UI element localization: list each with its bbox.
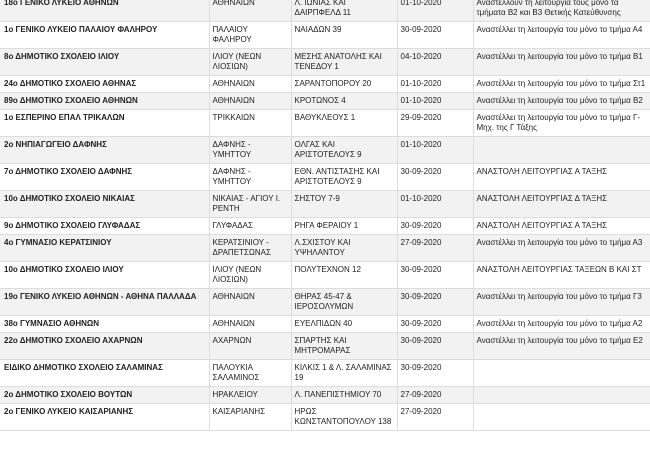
address-cell: ΣΑΡΑΝΤΟΠΟΡΟΥ 20 [291,76,397,93]
municipality-cell: ΗΡΑΚΛΕΙΟΥ [209,387,291,404]
municipality-cell: ΑΘΗΝΑΙΩΝ [209,316,291,333]
note-cell: Αναστέλλει τη λειτουργία του μόνο το τμήμα Α3 [473,235,650,262]
date-cell: 30-09-2020 [397,289,473,316]
municipality-cell: ΚΕΡΑΤΣΙΝΙΟΥ - ΔΡΑΠΕΤΣΩΝΑΣ [209,235,291,262]
school-name-cell: 10ο ΔΗΜΟΤΙΚΟ ΣΧΟΛΕΙΟ ΝΙΚΑΙΑΣ [0,191,209,218]
address-cell: ΕΥΕΛΠΙΔΩΝ 40 [291,316,397,333]
table-row [0,289,650,316]
table-row [0,235,650,262]
note-cell: Αναστέλλει τη λειτουργία του μόνο το τμήμα Γ3 [473,289,650,316]
school-name-cell: 8ο ΔΗΜΟΤΙΚΟ ΣΧΟΛΕΙΟ ΙΛΙΟΥ [0,49,209,76]
date-cell: 27-09-2020 [397,404,473,431]
municipality-cell: ΙΛΙΟΥ (ΝΕΩΝ ΛΙΟΣΙΩΝ) [209,49,291,76]
note-cell: Αναστέλλει τη λειτουργία του μόνο το τμήμα Α4 [473,22,650,49]
municipality-cell: ΠΑΛΑΙΟΥ ΦΑΛΗΡΟΥ [209,22,291,49]
table-row [0,93,650,110]
municipality-cell: ΓΛΥΦΑΔΑΣ [209,218,291,235]
table-row [0,262,650,289]
table-row [0,76,650,93]
municipality-cell: ΑΘΗΝΑΙΩΝ [209,76,291,93]
note-cell [473,404,650,431]
table-row [0,110,650,137]
municipality-cell: ΚΑΙΣΑΡΙΑΝΗΣ [209,404,291,431]
school-name-cell: 1ο ΕΣΠΕΡΙΝΟ ΕΠΑΛ ΤΡΙΚΑΛΩΝ [0,110,209,137]
address-cell: ΣΠΑΡΤΗΣ ΚΑΙ ΜΗΤΡΟΜΑΡΑΣ [291,333,397,360]
school-name-cell: 38ο ΓΥΜΝΑΣΙΟ ΑΘΗΝΩΝ [0,316,209,333]
address-cell: ΗΡΩΣ ΚΩΝΣΤΑΝΤΟΠΟΥΛΟΥ 138 [291,404,397,431]
date-cell: 04-10-2020 [397,49,473,76]
address-cell: ΒΑΘΥΚΛΕΟΥΣ 1 [291,110,397,137]
municipality-cell: ΑΘΗΝΑΙΩΝ [209,0,291,22]
date-cell: 01-10-2020 [397,93,473,110]
note-cell: Αναστέλλει τη λειτουργία του μόνο το τμήμα Γ-Μηχ. της Γ Τάξης [473,110,650,137]
school-name-cell: 2ο ΔΗΜΟΤΙΚΟ ΣΧΟΛΕΙΟ ΒΟΥΤΩΝ [0,387,209,404]
address-cell: Λ. ΙΩΝΙΑΣ ΚΑΙ ΔΑΙΡΠΦΕΛΔ 11 [291,0,397,22]
municipality-cell: ΑΘΗΝΑΙΩΝ [209,289,291,316]
school-name-cell: ΕΙΔΙΚΟ ΔΗΜΟΤΙΚΟ ΣΧΟΛΕΙΟ ΣΑΛΑΜΙΝΑΣ [0,360,209,387]
municipality-cell: ΙΛΙΟΥ (ΝΕΩΝ ΛΙΟΣΙΩΝ) [209,262,291,289]
table-row [0,0,650,22]
table-row [0,316,650,333]
date-cell: 01-10-2020 [397,137,473,164]
date-cell: 30-09-2020 [397,218,473,235]
school-name-cell: 24ο ΔΗΜΟΤΙΚΟ ΣΧΟΛΕΙΟ ΑΘΗΝΑΣ [0,76,209,93]
table-row [0,218,650,235]
address-cell: ΜΕΣΗΣ ΑΝΑΤΟΛΗΣ ΚΑΙ ΤΕΝΕΔΟΥ 1 [291,49,397,76]
school-name-cell: 2ο ΝΗΠΙΑΓΩΓΕΙΟ ΔΑΦΝΗΣ [0,137,209,164]
address-cell: ΣΗΣΤΟΥ 7-9 [291,191,397,218]
date-cell: 30-09-2020 [397,22,473,49]
municipality-cell: ΑΘΗΝΑΙΩΝ [209,93,291,110]
municipality-cell: ΠΑΛΟΥΚΙΑ ΣΑΛΑΜΙΝΟΣ [209,360,291,387]
table-row [0,404,650,431]
table-row [0,49,650,76]
address-cell: ΝΑΙΑΔΩΝ 39 [291,22,397,49]
school-name-cell: 10ο ΔΗΜΟΤΙΚΟ ΣΧΟΛΕΙΟ ΙΛΙΟΥ [0,262,209,289]
note-cell: ΑΝΑΣΤΟΛΗ ΛΕΙΤΟΥΡΓΙΑΣ ΤΑΞΕΩΝ Β ΚΑΙ ΣΤ [473,262,650,289]
school-name-cell: 18ο ΓΕΝΙΚΟ ΛΥΚΕΙΟ ΑΘΗΝΩΝ [0,0,209,22]
date-cell: 30-09-2020 [397,360,473,387]
municipality-cell: ΝΙΚΑΙΑΣ - ΑΓΙΟΥ Ι. ΡΕΝΤΗ [209,191,291,218]
table-row [0,191,650,218]
note-cell [473,360,650,387]
date-cell: 30-09-2020 [397,262,473,289]
school-name-cell: 4ο ΓΥΜΝΑΣΙΟ ΚΕΡΑΤΣΙΝΙΟΥ [0,235,209,262]
note-cell [473,387,650,404]
school-name-cell: 19ο ΓΕΝΙΚΟ ΛΥΚΕΙΟ ΑΘΗΝΩΝ - ΑΘΗΝΑ ΠΑΛΛΑΔΑ [0,289,209,316]
address-cell: ΚΡΟΤΩΝΟΣ 4 [291,93,397,110]
school-name-cell: 22ο ΔΗΜΟΤΙΚΟ ΣΧΟΛΕΙΟ ΑΧΑΡΝΩΝ [0,333,209,360]
date-cell: 30-09-2020 [397,316,473,333]
table-row [0,137,650,164]
note-cell: ΑΝΑΣΤΟΛΗ ΛΕΙΤΟΥΡΓΙΑΣ Α ΤΑΞΗΣ [473,218,650,235]
address-cell: ΘΗΡΑΣ 45-47 & ΙΕΡΟΣΟΛΥΜΩΝ [291,289,397,316]
date-cell: 27-09-2020 [397,235,473,262]
school-name-cell: 89ο ΔΗΜΟΤΙΚΟ ΣΧΟΛΕΙΟ ΑΘΗΝΩΝ [0,93,209,110]
date-cell: 30-09-2020 [397,333,473,360]
address-cell: ΠΟΛΥΤΕΧΝΟΝ 12 [291,262,397,289]
address-cell: ΚΙΛΚΙΣ 1 & Λ. ΣΑΛΑΜΙΝΑΣ 19 [291,360,397,387]
note-cell: Αναστέλλει τη λειτουργία του μόνο το τμήμα Ε2 [473,333,650,360]
note-cell: ΑΝΑΣΤΟΛΗ ΛΕΙΤΟΥΡΓΙΑΣ Δ ΤΑΞΗΣ [473,191,650,218]
table-row [0,164,650,191]
school-name-cell: 1ο ΓΕΝΙΚΟ ΛΥΚΕΙΟ ΠΑΛΑΙΟΥ ΦΑΛΗΡΟΥ [0,22,209,49]
date-cell: 27-09-2020 [397,387,473,404]
date-cell: 01-10-2020 [397,76,473,93]
address-cell: ΡΗΓΑ ΦΕΡΑΙΟΥ 1 [291,218,397,235]
municipality-cell: ΔΑΦΝΗΣ - ΥΜΗΤΤΟΥ [209,164,291,191]
address-cell: ΕΘΝ. ΑΝΤΙΣΤΑΣΗΣ ΚΑΙ ΑΡΙΣΤΟΤΕΛΟΥΣ 9 [291,164,397,191]
municipality-cell: ΤΡΙΚΚΑΙΩΝ [209,110,291,137]
table-row [0,22,650,49]
school-name-cell: 7ο ΔΗΜΟΤΙΚΟ ΣΧΟΛΕΙΟ ΔΑΦΝΗΣ [0,164,209,191]
municipality-cell: ΑΧΑΡΝΩΝ [209,333,291,360]
date-cell: 30-09-2020 [397,164,473,191]
table-row [0,333,650,360]
address-cell: Λ. ΠΑΝΕΠΙΣΤΗΜΙΟΥ 70 [291,387,397,404]
note-cell: Αναστέλλουν τη λειτουργία τους μόνο τα τμήματα Β2 και Β3 Θετικής Κατεύθυνσης [473,0,650,22]
address-cell: ΟΛΓΑΣ ΚΑΙ ΑΡΙΣΤΟΤΕΛΟΥΣ 9 [291,137,397,164]
note-cell: Αναστέλλει τη λειτουργία του μόνο το τμήμα Β1 [473,49,650,76]
note-cell: ΑΝΑΣΤΟΛΗ ΛΕΙΤΟΥΡΓΙΑΣ Α ΤΑΞΗΣ [473,164,650,191]
date-cell: 29-09-2020 [397,110,473,137]
table-row [0,360,650,387]
date-cell: 01-10-2020 [397,191,473,218]
school-name-cell: 2ο ΓΕΝΙΚΟ ΛΥΚΕΙΟ ΚΑΙΣΑΡΙΑΝΗΣ [0,404,209,431]
municipality-cell: ΔΑΦΝΗΣ - ΥΜΗΤΤΟΥ [209,137,291,164]
table-row [0,387,650,404]
date-cell: 01-10-2020 [397,0,473,22]
school-name-cell: 9ο ΔΗΜΟΤΙΚΟ ΣΧΟΛΕΙΟ ΓΛΥΦΑΔΑΣ [0,218,209,235]
note-cell: Αναστέλλει τη λειτουργία του μόνο το τμήμα Β2 [473,93,650,110]
note-cell [473,137,650,164]
address-cell: Λ.ΣΧΙΣΤΟΥ ΚΑΙ ΥΨΗΛΑΝΤΟΥ [291,235,397,262]
note-cell: Αναστέλλει τη λειτουργία του μόνο το τμήμα Στ1 [473,76,650,93]
note-cell: Αναστέλλει τη λειτουργία του μόνο το τμήμα Α2 [473,316,650,333]
